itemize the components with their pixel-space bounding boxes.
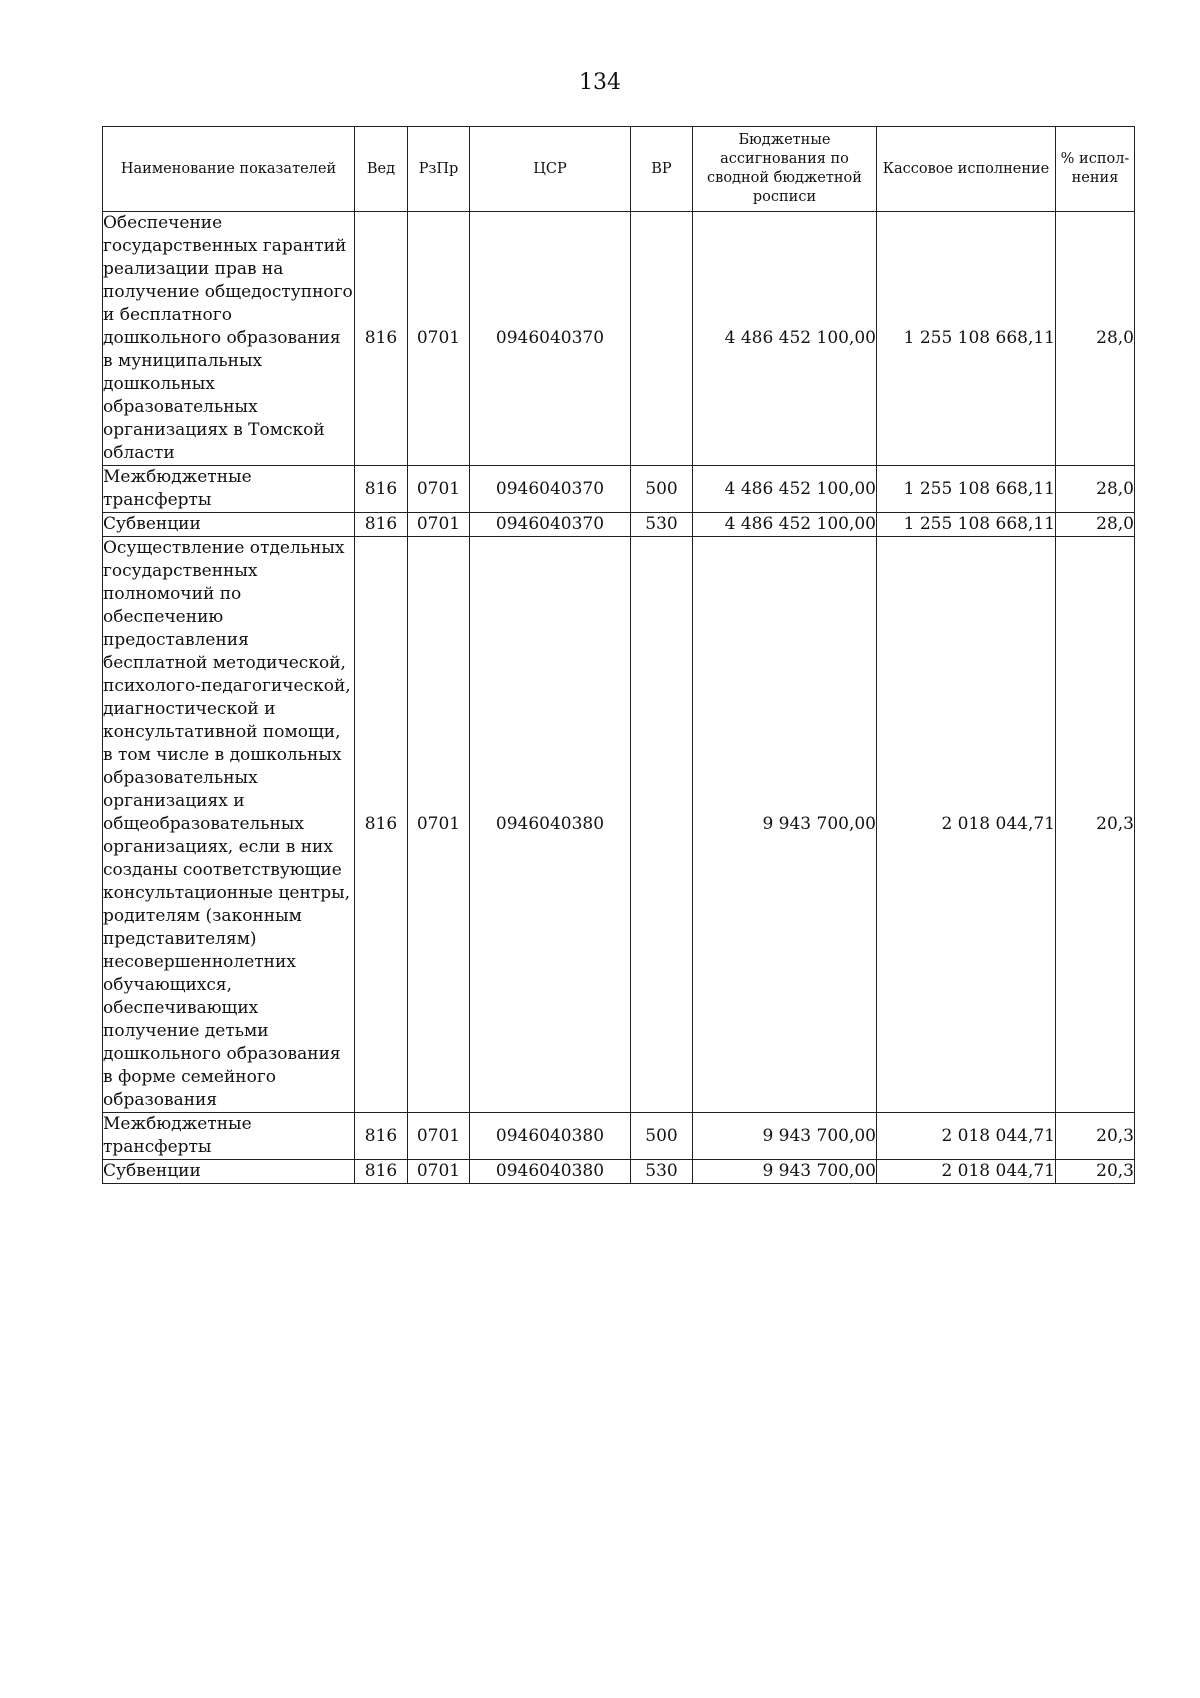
budget-execution-table [102,126,1135,1184]
row-csr: 0946040370 [470,212,631,466]
row-rzpr: 0701 [408,537,470,1113]
row-vr [631,537,693,1113]
table-row [103,537,1135,1113]
row-name: Межбюджетные трансферты [103,466,355,513]
row-name: Субвенции [103,513,355,537]
table-row [103,1113,1135,1160]
header-ved: Вед [355,127,408,212]
row-budget: 9 943 700,00 [693,537,877,1113]
row-csr: 0946040380 [470,537,631,1113]
row-cash: 1 255 108 668,11 [877,513,1056,537]
row-percent: 20,3 [1056,1160,1135,1184]
header-rzpr: РзПр [408,127,470,212]
row-cash: 1 255 108 668,11 [877,466,1056,513]
header-name: Наименование показателей [103,127,355,212]
row-ved: 816 [355,466,408,513]
row-ved: 816 [355,1160,408,1184]
row-percent: 28,0 [1056,212,1135,466]
row-percent: 28,0 [1056,466,1135,513]
row-percent: 20,3 [1056,537,1135,1113]
row-csr: 0946040380 [470,1160,631,1184]
row-name: Межбюджетные трансферты [103,1113,355,1160]
row-vr: 500 [631,1113,693,1160]
row-budget: 9 943 700,00 [693,1113,877,1160]
row-name: Осуществление отдельных государственных полномочий по обеспечению предоставления бесплатной методической, психолого-педагогической, диагностической и консультативной помощи, в том числе в дошкольных образовательных организациях и общеобразовательных организациях, если в них созданы соответствующие консультационные центры, родителям (законным представителям) несовершеннолетних обучающихся, обеспечивающих получение детьми дошкольного образования в форме семейного образования [103,537,355,1113]
row-name: Обеспечение государственных гарантий реализации прав на получение общедоступного и бесплатного дошкольного образования в муниципальных дошкольных образовательных организациях в Томской области [103,212,355,466]
row-ved: 816 [355,1113,408,1160]
table-row [103,466,1135,513]
row-budget: 4 486 452 100,00 [693,513,877,537]
header-vr: ВР [631,127,693,212]
row-budget: 4 486 452 100,00 [693,212,877,466]
row-vr: 530 [631,1160,693,1184]
row-rzpr: 0701 [408,513,470,537]
header-percent: % испол-нения [1056,127,1135,212]
row-rzpr: 0701 [408,1160,470,1184]
row-csr: 0946040370 [470,513,631,537]
row-rzpr: 0701 [408,212,470,466]
table-row [103,212,1135,466]
row-cash: 2 018 044,71 [877,537,1056,1113]
table-row [103,1160,1135,1184]
row-vr: 530 [631,513,693,537]
header-cash: Кассовое исполнение [877,127,1056,212]
row-rzpr: 0701 [408,466,470,513]
row-ved: 816 [355,513,408,537]
table-row [103,513,1135,537]
row-vr: 500 [631,466,693,513]
row-ved: 816 [355,537,408,1113]
row-csr: 0946040380 [470,1113,631,1160]
page-number: 134 [579,70,621,95]
header-csr: ЦСР [470,127,631,212]
row-ved: 816 [355,212,408,466]
row-budget: 4 486 452 100,00 [693,466,877,513]
row-budget: 9 943 700,00 [693,1160,877,1184]
row-percent: 28,0 [1056,513,1135,537]
row-percent: 20,3 [1056,1113,1135,1160]
header-budget: Бюджетные ассигнования по сводной бюджетной росписи [693,127,877,212]
row-rzpr: 0701 [408,1113,470,1160]
row-cash: 2 018 044,71 [877,1160,1056,1184]
table-header-row [103,127,1135,212]
row-vr [631,212,693,466]
row-cash: 1 255 108 668,11 [877,212,1056,466]
row-cash: 2 018 044,71 [877,1113,1056,1160]
row-csr: 0946040370 [470,466,631,513]
row-name: Субвенции [103,1160,355,1184]
